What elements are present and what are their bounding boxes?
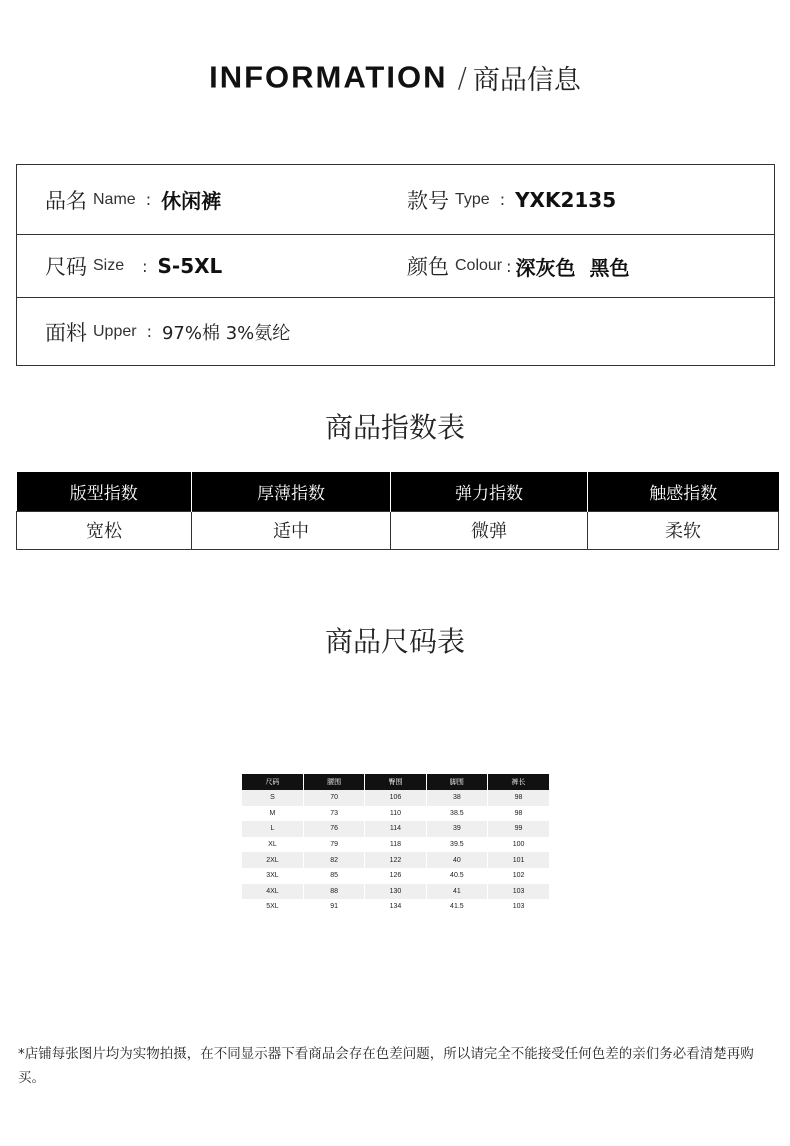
size-cell: 91 [303, 899, 364, 915]
size-cell: 70 [303, 790, 364, 806]
index-section-title: 商品指数表 [324, 411, 465, 444]
name-label-en: Name [93, 190, 136, 208]
table-row [242, 837, 549, 853]
header-title-cn: 商品信息 [472, 65, 581, 96]
info-row-upper [17, 298, 774, 365]
upper-label-cn: 面料 [45, 320, 87, 345]
size-cell: 2XL [242, 852, 303, 868]
table-row [242, 884, 549, 900]
size-cell: 5XL [242, 899, 303, 915]
info-row-name-type [17, 165, 774, 235]
size-header-cell: 腰围 [303, 774, 364, 790]
type-colon: : [499, 190, 506, 209]
size-cell: 99 [488, 821, 549, 837]
size-chart-table [242, 774, 549, 915]
name-colon: : [145, 190, 152, 209]
size-cell: 85 [303, 868, 364, 884]
index-header-cell: 触感指数 [588, 472, 779, 511]
size-section-title: 商品尺码表 [324, 625, 465, 658]
upper-label-en: Upper [93, 322, 137, 340]
colour-label-cn: 颜色 [407, 255, 449, 279]
size-header-cell: 脚围 [426, 774, 487, 790]
index-value-row [17, 511, 779, 549]
colour-colon: : [506, 256, 512, 276]
table-row [242, 852, 549, 868]
info-field-size [45, 235, 222, 297]
name-label-cn: 品名 [45, 188, 87, 213]
size-cell: 3XL [242, 868, 303, 884]
size-cell: 100 [488, 837, 549, 853]
size-label-en: Size [93, 257, 125, 274]
name-value: 休闲裤 [161, 189, 222, 213]
type-value: YXK2135 [515, 187, 617, 212]
table-row [242, 899, 549, 915]
size-cell: 126 [365, 868, 426, 884]
size-colon: : [142, 256, 148, 276]
size-cell: M [242, 806, 303, 822]
size-cell: 38.5 [426, 806, 487, 822]
size-cell: 130 [365, 884, 426, 900]
index-value-cell: 适中 [192, 511, 391, 549]
index-header-cell: 弹力指数 [391, 472, 588, 511]
size-cell: 39 [426, 821, 487, 837]
header-slash: / [457, 61, 467, 94]
size-cell: XL [242, 837, 303, 853]
upper-value: 97%棉 3%氨纶 [161, 322, 291, 344]
size-cell: 114 [365, 821, 426, 837]
footer-note: *店铺每张图片均为实物拍摄，在不同显示器下看商品会存在色差问题，所以请完全不能接受任何色差的亲们务必看清楚再购买。 [18, 1046, 754, 1086]
table-row [242, 821, 549, 837]
size-cell: 4XL [242, 884, 303, 900]
size-cell: 98 [488, 790, 549, 806]
info-field-upper [45, 298, 290, 365]
size-cell: 134 [365, 899, 426, 915]
type-label-cn: 款号 [407, 188, 449, 213]
size-cell: 40 [426, 852, 487, 868]
table-row [242, 790, 549, 806]
index-value-cell: 宽松 [17, 511, 192, 549]
upper-colon: : [146, 322, 152, 341]
index-header-cell: 版型指数 [17, 472, 192, 511]
size-cell: 39.5 [426, 837, 487, 853]
info-field-name [45, 165, 221, 234]
info-field-colour [407, 235, 629, 297]
size-cell: 73 [303, 806, 364, 822]
info-row-size-colour [17, 235, 774, 298]
size-cell: 110 [365, 806, 426, 822]
index-header-row [17, 472, 779, 511]
index-value-cell: 微弹 [391, 511, 588, 549]
table-row [242, 806, 549, 822]
size-cell: 82 [303, 852, 364, 868]
size-cell: 118 [365, 837, 426, 853]
size-cell: 98 [488, 806, 549, 822]
size-cell: 103 [488, 884, 549, 900]
info-field-type [407, 165, 616, 234]
size-cell: 41 [426, 884, 487, 900]
size-label-cn: 尺码 [45, 255, 87, 279]
table-row [242, 868, 549, 884]
size-cell: 88 [303, 884, 364, 900]
colour-label-en: Colour [455, 257, 503, 274]
colour-value: 深灰色 黑色 [515, 255, 630, 280]
index-header-cell: 厚薄指数 [192, 472, 391, 511]
size-cell: 103 [488, 899, 549, 915]
size-cell: 102 [488, 868, 549, 884]
size-cell: 40.5 [426, 868, 487, 884]
page-header [0, 58, 790, 102]
size-cell: S [242, 790, 303, 806]
size-cell: 106 [365, 790, 426, 806]
size-header-cell: 臀围 [365, 774, 426, 790]
size-value: S-5XL [157, 254, 223, 278]
size-cell: 76 [303, 821, 364, 837]
size-cell: 41.5 [426, 899, 487, 915]
size-cell: 79 [303, 837, 364, 853]
size-cell: 101 [488, 852, 549, 868]
size-cell: 38 [426, 790, 487, 806]
header-title-en: INFORMATION [209, 59, 448, 95]
size-header-row [242, 774, 549, 790]
size-header-cell: 裤长 [488, 774, 549, 790]
size-cell: 122 [365, 852, 426, 868]
product-index-table [16, 472, 779, 550]
index-value-cell: 柔软 [588, 511, 779, 549]
size-header-cell: 尺码 [242, 774, 303, 790]
product-info-table [16, 164, 775, 366]
type-label-en: Type [455, 190, 490, 208]
size-cell: L [242, 821, 303, 837]
